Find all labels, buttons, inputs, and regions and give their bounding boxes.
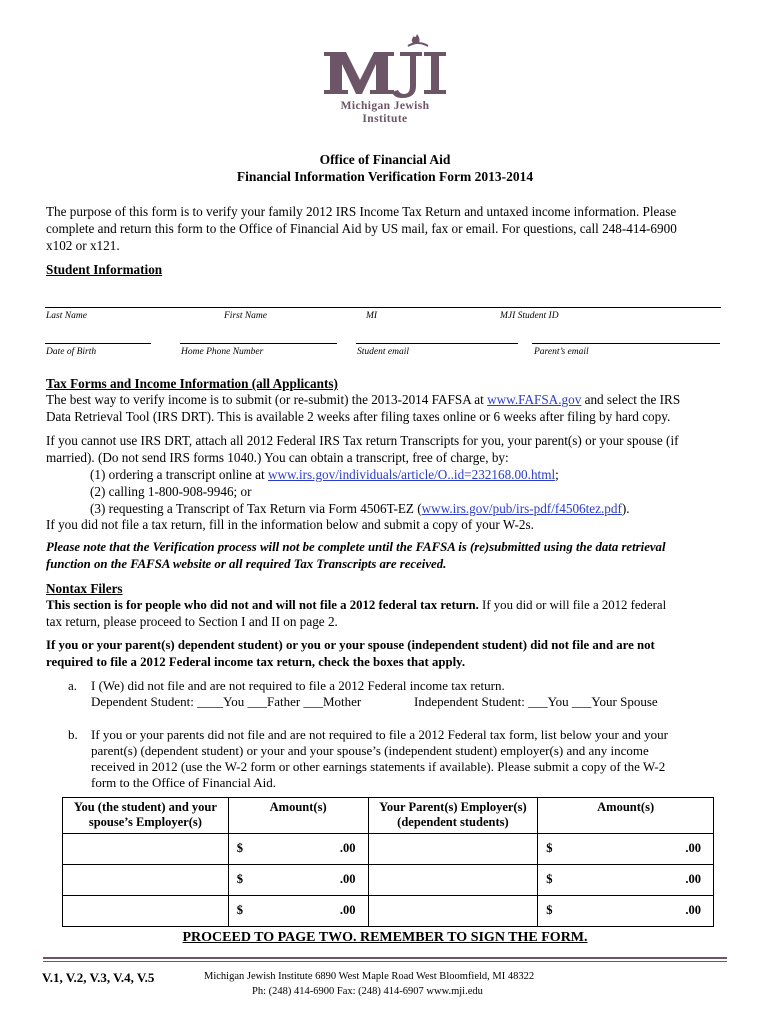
item-b-line2: parent(s) (dependent student) or your and your spouse’s (independent student) employer(s) and any income [91,743,649,758]
no-tax-return-instruction: If you did not file a tax return, fill in the information below and submit a copy of your W-2s. [46,517,534,532]
parent-employer-cell[interactable] [368,834,538,865]
tax-forms-p2-line1: If you cannot use IRS DRT, attach all 2012 Federal IRS Tax return Transcripts for you, your parent(s) or your spouse (if [46,433,679,448]
item-a-marker: a. [68,678,78,693]
verification-note-line1: Please note that the Verification process will not be complete until the FAFSA is (re)submitted using the data retrieval [46,540,666,554]
irs-transcript-link[interactable]: www.irs.gov/individuals/article/O..id=232168.00.html [267,467,556,482]
dob-label: Date of Birth [46,347,97,357]
footer-divider-thick [43,957,727,959]
student-id-label: MJI Student ID [500,311,559,321]
nontax-p2-line1: If you or your parent(s) dependent student) or you or your spouse (independent student) did not file and are not [46,638,655,652]
student-info-row1-line[interactable] [45,307,721,308]
form-title: Financial Information Verification Form 2013-2014 [236,169,534,184]
form-4506tez-link[interactable]: www.irs.gov/pub/irs-pdf/f4506tez.pdf [421,501,622,516]
parent-amount-header: Amount(s) [538,798,714,834]
tax-forms-p1-line1 [46,391,736,408]
transcript-option-3-text: (3) requesting a Transcript of Tax Return via Form 4506T-EZ ( [90,501,422,516]
mji-logo-mark [318,30,452,100]
dollar-sign: $ [546,903,553,917]
parent-amount-cell[interactable] [538,865,714,896]
student-amount-cell[interactable] [228,865,368,896]
tax-forms-p2-line2: married). (Do not send IRS forms 1040.) You can obtain a transcript, free of charge, by: [46,450,509,465]
cents-suffix: .00 [685,872,701,886]
item-b-line1: If you or your parents did not file and are not required to file a 2012 Federal tax form, list below your and your [91,727,668,742]
parent-amount-cell[interactable] [538,834,714,865]
tax-forms-p1-text: The best way to verify income is to submit (or re-submit) the 2013-2014 FAFSA at [46,392,488,407]
item-b-line4: form to the Office of Financial Aid. [91,775,276,790]
dollar-sign: $ [546,841,553,855]
dependent-student-checks[interactable]: Dependent Student: ____You ___Father ___Mother [91,694,362,709]
cents-suffix: .00 [339,903,356,917]
student-amount-cell[interactable] [228,896,368,927]
table-row [63,865,714,896]
student-employer-header: You (the student) and your spouse’s Employer(s) [63,798,229,834]
home-phone-field[interactable] [180,343,337,344]
item-b-marker: b. [68,727,78,742]
tax-forms-p1-line2: Data Retrieval Tool (IRS DRT). This is available 2 weeks after filing taxes online or 6 weeks after filing by hard copy. [46,409,671,424]
transcript-option-1-text: (1) ordering a transcript online at [90,467,268,482]
nontax-heading: Nontax Filers [46,581,123,596]
mji-logo [318,30,452,126]
intro-line-3: x102 or x121. [46,238,120,253]
cents-suffix: .00 [339,872,356,886]
version-codes: V.1, V.2, V.3, V.4, V.5 [42,970,155,985]
dollar-sign: $ [236,841,243,855]
student-employer-cell[interactable] [63,865,229,896]
student-employer-cell[interactable] [63,896,229,927]
footer-divider-thin [43,961,727,962]
item-a-line1: I (We) did not file and are not required to file a 2012 Federal income tax return. [91,678,505,693]
logo-text-line2: Institute [362,113,408,125]
student-amount-header: Amount(s) [228,798,368,834]
proceed-instruction: PROCEED TO PAGE TWO. REMEMBER TO SIGN THE FORM. [182,930,588,945]
intro-line-1: The purpose of this form is to verify your family 2012 IRS Income Tax Return and untaxed income information. Please [46,204,677,219]
nontax-p2-line2: required to file a 2012 Federal income tax return, check the boxes that apply. [46,655,466,669]
transcript-option-3 [90,500,740,517]
dob-field[interactable] [45,343,151,344]
fafsa-link[interactable]: www.FAFSA.gov [487,392,582,407]
independent-student-checks[interactable]: Independent Student: ___You ___Your Spouse [414,694,658,709]
cents-suffix: .00 [685,841,701,855]
last-name-label: Last Name [46,311,87,321]
tax-forms-heading: Tax Forms and Income Information (all Applicants) [46,376,338,391]
nontax-p1-line2: tax return, please proceed to Section I and II on page 2. [46,614,338,629]
parent-email-field[interactable] [532,343,720,344]
transcript-option-3-end: ). [621,501,630,516]
employer-income-table [62,797,714,927]
item-b-line3: received in 2012 (use the W-2 form or other earnings statements if available). Please submit a copy of the W-2 [91,759,666,774]
student-employer-cell[interactable] [63,834,229,865]
logo-text-line1: Michigan Jewish [340,100,430,112]
parent-amount-cell[interactable] [538,896,714,927]
intro-line-2: complete and return this form to the Office of Financial Aid by US mail, fax or email. For questions, call 248-414-6900 [46,221,677,236]
student-amount-cell[interactable] [228,834,368,865]
transcript-option-1 [90,466,740,483]
footer-contact: Ph: (248) 414-6900 Fax: (248) 414-6907 www.mji.edu [252,986,483,997]
nontax-p1-rest: If you did or will file a 2012 federal [478,598,667,612]
home-phone-label: Home Phone Number [181,347,264,357]
footer-address: Michigan Jewish Institute 6890 West Maple Road West Bloomfield, MI 48322 [204,971,535,982]
cents-suffix: .00 [685,903,701,917]
parent-email-label: Parent’s email [534,347,589,357]
first-name-label: First Name [224,311,268,321]
dollar-sign: $ [236,872,243,886]
student-info-heading: Student Information [46,262,163,277]
parent-employer-cell[interactable] [368,865,538,896]
parent-employer-cell[interactable] [368,896,538,927]
tax-forms-p1-text-end: and select the IRS [581,392,681,407]
table-header-row [63,798,714,834]
table-row [63,896,714,927]
verification-note-line2: function on the FAFSA website or all required Tax Transcripts are received. [46,557,447,571]
student-email-label: Student email [357,347,409,357]
nontax-p1-line1 [46,597,736,614]
dollar-sign: $ [546,872,553,886]
parent-employer-header: Your Parent(s) Employer(s) (dependent students) [368,798,538,834]
dollar-sign: $ [236,903,243,917]
student-email-field[interactable] [356,343,518,344]
mi-label: MI [366,311,378,321]
office-title: Office of Financial Aid [319,152,451,167]
transcript-option-1-end: ; [555,467,559,482]
transcript-option-2: (2) calling 1-800-908-9946; or [90,484,252,499]
cents-suffix: .00 [339,841,356,855]
table-row [63,834,714,865]
nontax-p1-bold: This section is for people who did not and will not file a 2012 federal tax return. [46,598,479,612]
